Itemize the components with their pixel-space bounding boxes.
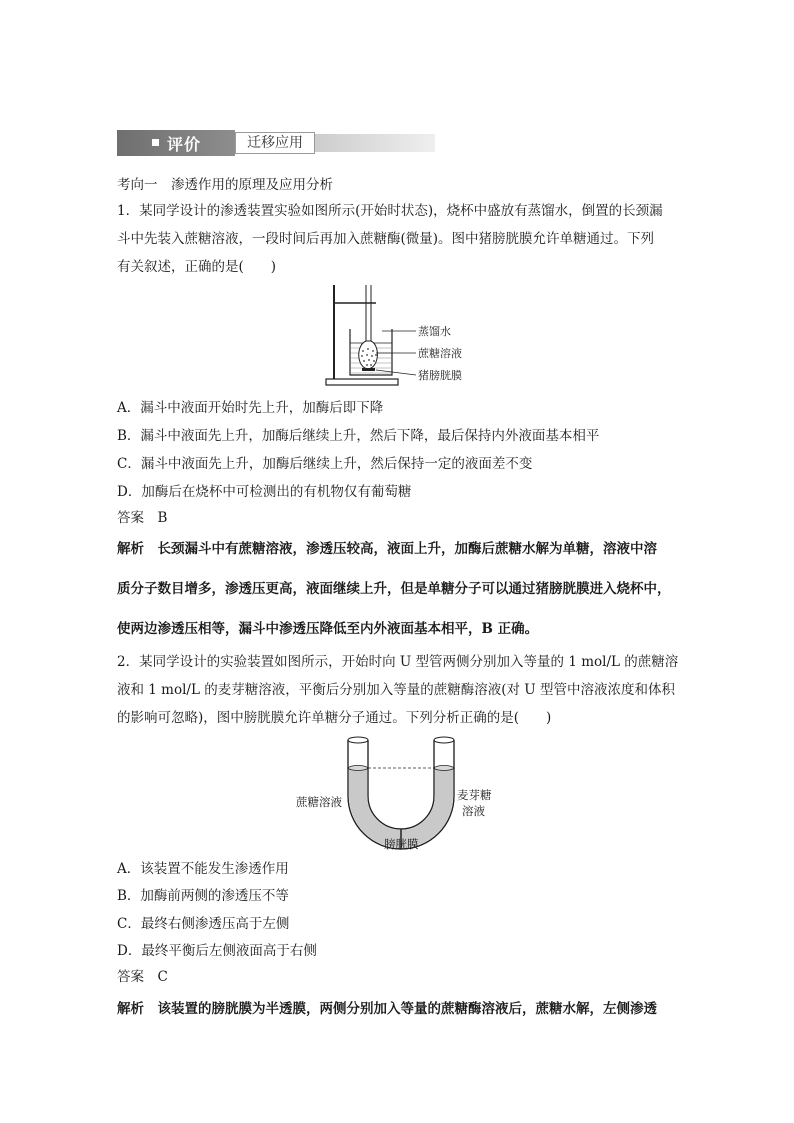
q2-stem-line-3: 的影响可忽略)，图中膀胱膜允许单糖分子通过。下列分析正确的是( ) [117,710,552,726]
q2-option-a: A．该装置不能发生渗透作用 [117,861,289,877]
osmosis-apparatus-figure [320,283,480,393]
q1-stem-line-3: 有关叙述，正确的是( ) [117,259,277,275]
q2-analysis-line-1: 解析 该装置的膀胱膜为半透膜，两侧分别加入等量的蔗糖酶溶液后，蔗糖水解，左侧渗透 [117,1001,657,1017]
q1-option-b: B．漏斗中液面先上升，加酶后继续上升，然后下降，最后保持内外液面基本相平 [117,428,600,444]
section-title: 评价 [167,135,202,154]
section-tag: 迁移应用 [235,132,315,154]
q2-stem-line-1: 2．某同学设计的实验装置如图所示，开始时向 U 型管两侧分别加入等量的 1 mol/L 的蔗糖溶 [117,654,679,670]
q2-option-b: B．加酶前两侧的渗透压不等 [117,888,289,904]
square-bullet-icon [152,139,159,146]
topic-subtitle: 考向一 渗透作用的原理及应用分析 [117,177,333,193]
u-tube-label-left: 蔗糖溶液 [296,795,342,809]
q1-answer: 答案 B [117,510,168,526]
q1-option-a: A．漏斗中液面开始时先上升，加酶后即下降 [117,400,384,416]
q2-answer: 答案 C [117,969,168,985]
q1-stem-line-1: 1．某同学设计的渗透装置实验如图所示(开始时状态)，烧杯中盛放有蒸馏水，倒置的长颈漏 [117,203,663,219]
q2-option-c: C．最终右侧渗透压高于左侧 [117,916,290,932]
q1-analysis-line-1: 解析 长颈漏斗中有蔗糖溶液，渗透压较高，液面上升，加酶后蔗糖水解为单糖，溶液中溶 [117,541,657,557]
q1-option-c: C．漏斗中液面先上升，加酶后继续上升，然后保持一定的液面差不变 [117,456,533,472]
label-distilled-water: 蒸馏水 [418,325,451,338]
q1-option-d: D．加酶后在烧杯中可检测出的有机物仅有葡萄糖 [117,484,412,500]
label-pig-bladder-membrane: 猪膀胱膜 [418,369,462,382]
q1-stem-line-2: 斗中先装入蔗糖溶液，一段时间后再加入蔗糖酶(微量)。图中猪膀胱膜允许单糖通过。下列 [117,231,655,247]
section-header [117,130,435,156]
q1-analysis-line-3: 使两边渗透压相等，漏斗中渗透压降低至内外液面基本相平，B 正确。 [117,621,539,637]
q1-analysis-line-2: 质分子数目增多，渗透压更高，液面继续上升，但是单糖分子可以通过猪膀胱膜进入烧杯中， [117,581,671,597]
u-tube-label-membrane: 膀胱膜 [384,837,419,851]
q2-option-d: D．最终平衡后左侧液面高于右侧 [117,943,317,959]
u-tube-label-right-1: 麦芽糖 [457,788,492,802]
label-sucrose-solution: 蔗糖溶液 [418,347,462,360]
u-tube-label-right-2: 溶液 [462,804,485,818]
q2-stem-line-2: 液和 1 mol/L 的麦芽糖溶液，平衡后分别加入等量的蔗糖酶溶液(对 U 型管中溶液浓度和体积 [117,682,675,698]
